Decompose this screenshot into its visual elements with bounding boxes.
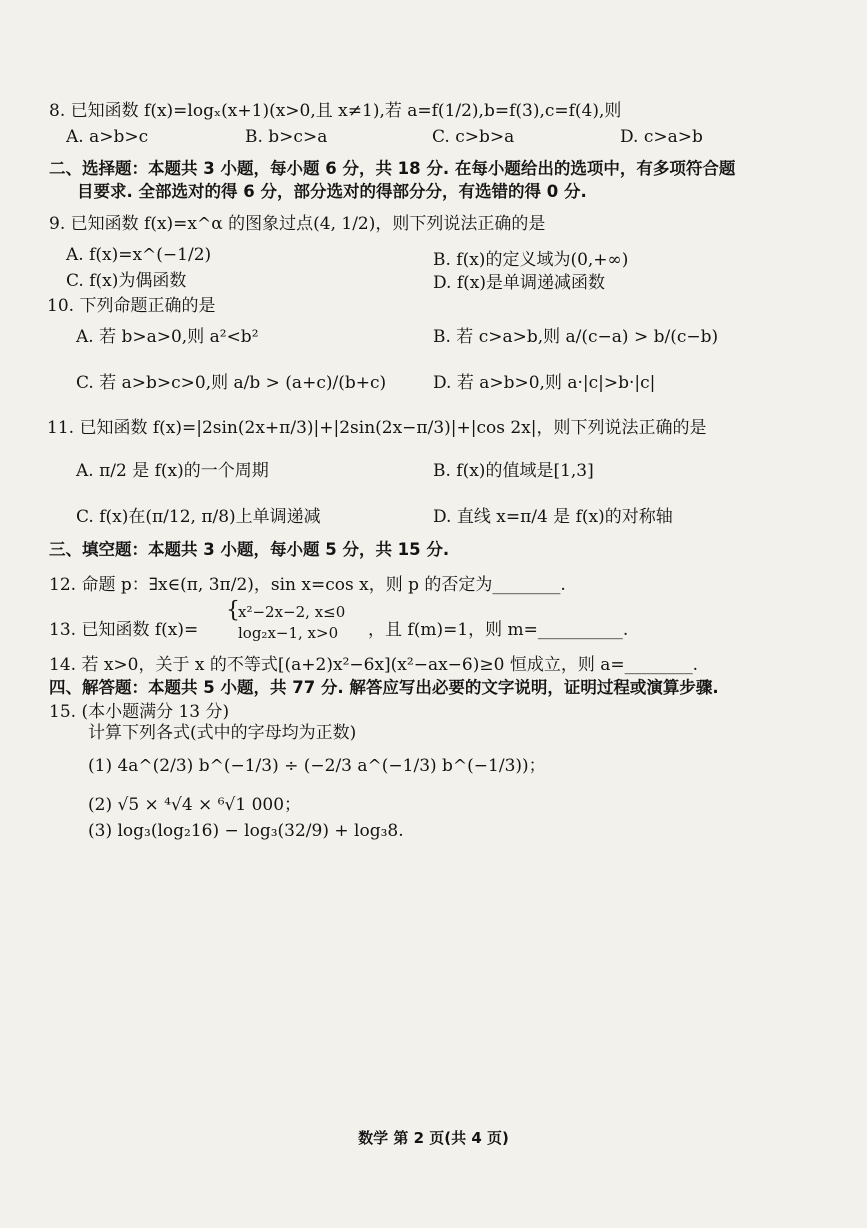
q13-case-1: x²−2x−2, x≤0 [238, 603, 346, 621]
question-15-title: 15. (本小题满分 13 分) [49, 702, 230, 722]
q10-option-a: A. 若 b>a>0,则 a²<b² [76, 327, 259, 347]
question-14: 14. 若 x>0，关于 x 的不等式[(a+2)x²−6x](x²−ax−6)≥0 恒成立，则 a=________. [49, 655, 699, 675]
page-footer: 数学 第 2 页(共 4 页) [358, 1129, 509, 1147]
q8-option-d: D. c>a>b [620, 127, 703, 147]
question-13-prefix: 13. 已知函数 f(x)= [49, 620, 199, 640]
q15-item-2: (2) √5 × ⁴√4 × ⁶√1 000； [88, 795, 302, 815]
q13-brace: { [226, 598, 240, 623]
section-2-heading-line1: 二、选择题：本题共 3 小题，每小题 6 分，共 18 分. 在每小题给出的选项中，有多项符合题 [49, 159, 736, 178]
q11-option-c: C. f(x)在(π/12, π/8)上单调递减 [76, 507, 321, 527]
q11-option-d: D. 直线 x=π/4 是 f(x)的对称轴 [433, 507, 673, 527]
q9-option-a: A. f(x)=x^(−1/2) [66, 245, 212, 265]
q15-item-1: (1) 4a^(2/3) b^(−1/3) ÷ (−2/3 a^(−1/3) b^(−1/3))； [88, 756, 546, 776]
q9-option-b: B. f(x)的定义域为(0,+∞) [433, 250, 629, 270]
q8-option-a: A. a>b>c [66, 127, 149, 147]
question-15-intro: 计算下列各式(式中的字母均为正数) [88, 723, 357, 743]
q15-item-3: (3) log₃(log₂16) − log₃(32/9) + log₃8. [88, 821, 404, 841]
q8-option-c: C. c>b>a [432, 127, 515, 147]
section-3-heading: 三、填空题：本题共 3 小题，每小题 5 分，共 15 分. [49, 540, 450, 559]
question-12: 12. 命题 p：∃x∈(π, 3π/2)，sin x=cos x，则 p 的否定为________. [49, 575, 566, 595]
question-13-suffix: ，且 f(m)=1，则 m=__________. [368, 620, 629, 640]
q9-option-d: D. f(x)是单调递减函数 [433, 273, 605, 293]
q13-case-2: log₂x−1, x>0 [238, 624, 339, 642]
section-2-heading-line2: 目要求. 全部选对的得 6 分，部分选对的得部分分，有选错的得 0 分. [77, 182, 587, 201]
q9-option-c: C. f(x)为偶函数 [66, 271, 187, 291]
section-4-heading: 四、解答题：本题共 5 小题，共 77 分. 解答应写出必要的文字说明，证明过程或演算步骤. [49, 678, 719, 697]
q11-option-b: B. f(x)的值域是[1,3] [433, 461, 594, 481]
q10-option-d: D. 若 a>b>0,则 a·|c|>b·|c| [433, 373, 656, 393]
q10-option-b: B. 若 c>a>b,则 a/(c−a) > b/(c−b) [433, 327, 719, 347]
q10-option-c: C. 若 a>b>c>0,则 a/b > (a+c)/(b+c) [76, 373, 387, 393]
question-11-stem: 11. 已知函数 f(x)=|2sin(2x+π/3)|+|2sin(2x−π/3)|+|cos 2x|，则下列说法正确的是 [47, 418, 707, 438]
question-10-stem: 10. 下列命题正确的是 [47, 296, 216, 316]
question-9-stem: 9. 已知函数 f(x)=x^α 的图象过点(4, 1/2)，则下列说法正确的是 [49, 214, 546, 234]
q11-option-a: A. π/2 是 f(x)的一个周期 [76, 461, 269, 481]
question-8-stem: 8. 已知函数 f(x)=logₓ(x+1)(x>0,且 x≠1),若 a=f(1/2),b=f(3),c=f(4),则 [49, 101, 622, 121]
q8-option-b: B. b>c>a [245, 127, 328, 147]
